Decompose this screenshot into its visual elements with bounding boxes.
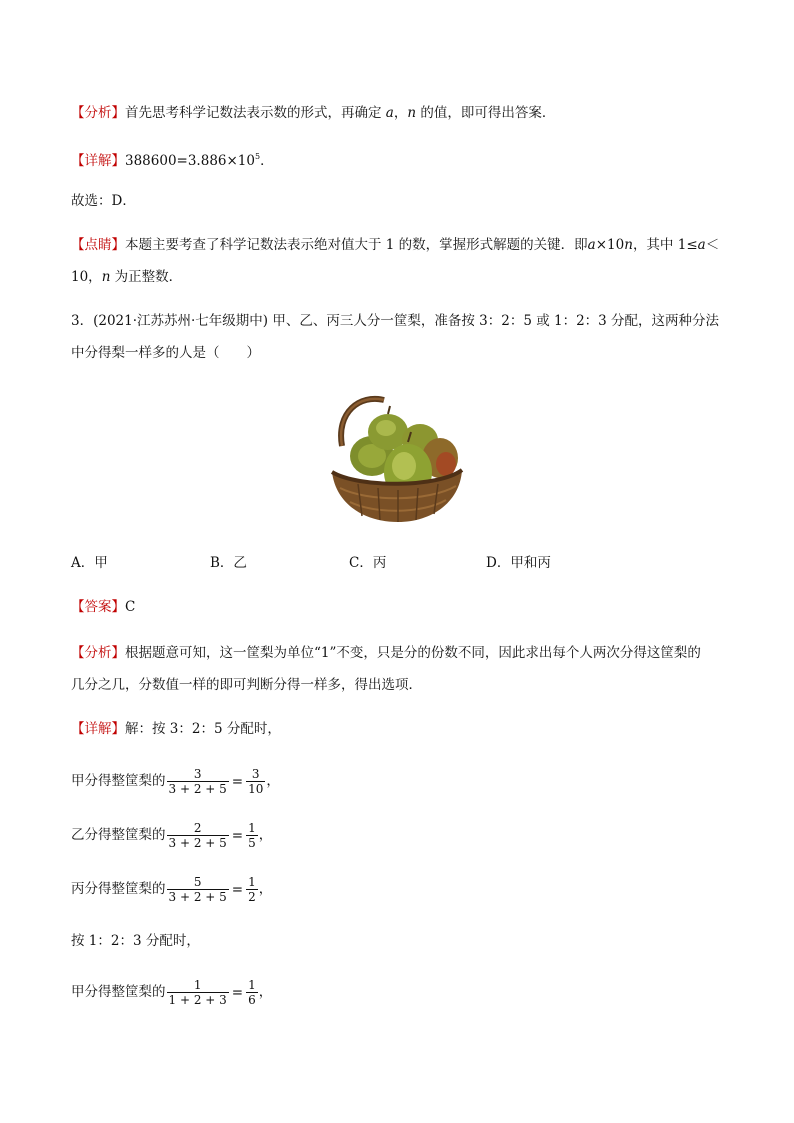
prev-comment-line1: 【点睛】本题主要考查了科学记数法表示绝对值大于 1 的数，掌握形式解题的关键．即a×10n，其中 1≤a＜	[71, 237, 720, 253]
fraction-result: $\frac{1}{6}$	[248, 977, 256, 1007]
fraction-row-yi: 乙分得整筐梨的 $\frac{2}{3 + 2 + 5}$ = $\frac{1}{5}$ ，	[71, 820, 273, 850]
answer-tag: 【答案】	[71, 599, 125, 615]
option-c: C．丙	[349, 555, 387, 571]
fraction-row-jia: 甲分得整筐梨的 $\frac{3}{3 + 2 + 5}$ = $\frac{3}{10}$ ，	[71, 766, 280, 796]
detail-tag: 【详解】	[71, 721, 125, 737]
second-intro-line: 按 1：2：3 分配时，	[71, 933, 200, 949]
option-d: D．甲和丙	[486, 555, 551, 571]
fraction-result: $\frac{1}{5}$	[248, 820, 256, 850]
solution-detail-line: 【详解】解：按 3：2：5 分配时，	[71, 721, 281, 737]
answer-line	[71, 597, 135, 617]
prev-analysis-line: 【分析】首先思考科学记数法表示数的形式，再确定 a，n 的值，即可得出答案．	[71, 105, 556, 121]
prev-choice-line: 故选：D．	[71, 193, 136, 209]
question-line2: 中分得梨一样多的人是（ ）	[71, 345, 260, 361]
fraction: $\frac{1}{1 + 2 + 3}$	[168, 977, 227, 1007]
solution-analysis-line1: 【分析】根据题意可知，这一筐梨为单位“1”不变，只是分的份数不同，因此求出每个人两次分得这筐梨的	[71, 645, 701, 661]
option-a: A．甲	[71, 555, 108, 571]
comment-tag: 【点睛】	[71, 237, 125, 253]
prev-comment-line2: 10，n 为正整数．	[71, 269, 183, 285]
question-line1: 3．(2021·江苏苏州·七年级期中) 甲、乙、丙三人分一筐梨，准备按 3：2：5 或 1：2：3 分配，这两种分法	[71, 313, 720, 329]
answer-value: C	[125, 599, 136, 615]
fraction: $\frac{2}{3 + 2 + 5}$	[168, 820, 227, 850]
fraction: $\frac{5}{3 + 2 + 5}$	[168, 874, 227, 904]
fraction-row-bing: 丙分得整筐梨的 $\frac{5}{3 + 2 + 5}$ = $\frac{1}{2}$ ，	[71, 874, 273, 904]
analysis-tag: 【分析】	[71, 105, 125, 121]
option-b: B．乙	[210, 555, 247, 571]
analysis-tag: 【分析】	[71, 645, 125, 661]
solution-analysis-line2: 几分之几，分数值一样的即可判断分得一样多，得出选项．	[71, 677, 422, 693]
detail-tag: 【详解】	[71, 153, 125, 169]
prev-detail-line: 【详解】$388600=3.886\times 10^5$．	[71, 152, 274, 169]
fraction-row-jia-2: 甲分得整筐梨的 $\frac{1}{1 + 2 + 3}$ = $\frac{1}{6}$ ，	[71, 977, 273, 1007]
pear-basket-image	[328, 392, 466, 526]
fraction-result: $\frac{1}{2}$	[248, 874, 256, 904]
fraction-result: $\frac{3}{10}$	[248, 766, 264, 796]
fraction: $\frac{3}{3 + 2 + 5}$	[168, 766, 227, 796]
